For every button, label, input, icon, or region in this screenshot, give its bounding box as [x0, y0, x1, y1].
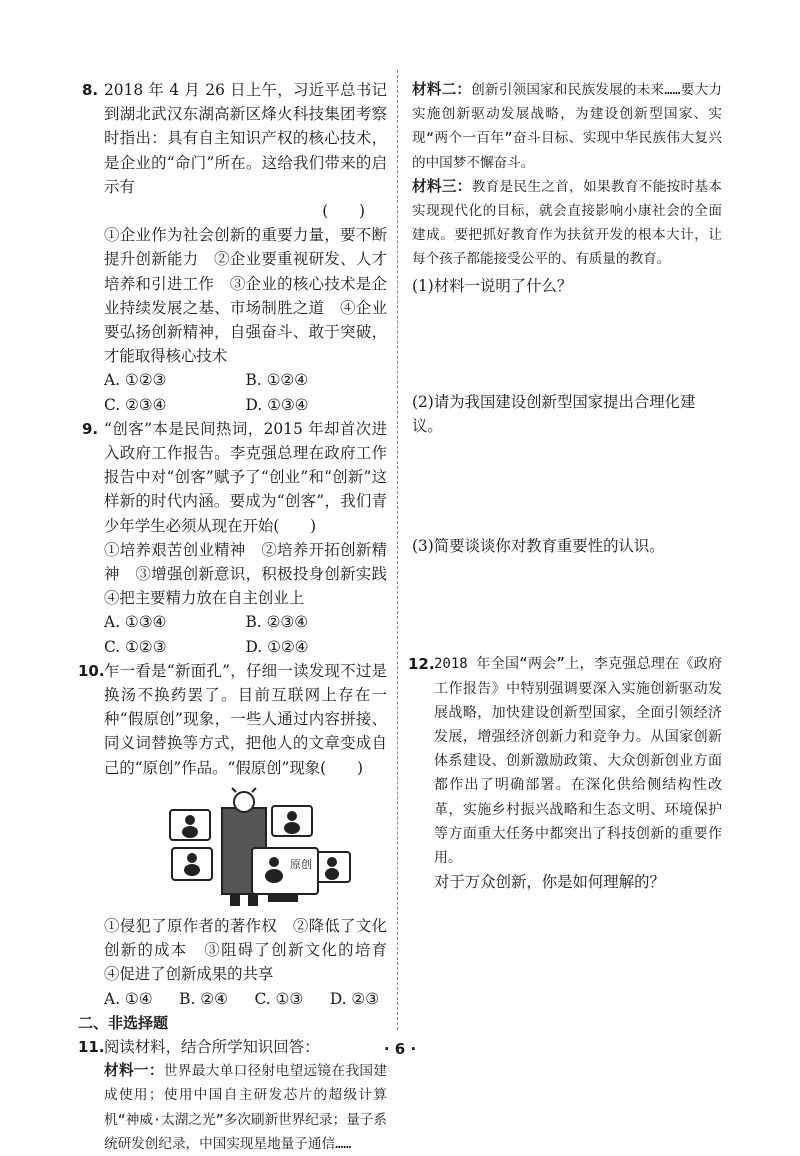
left-column — [78, 78, 403, 1156]
sub-question-2 — [412, 390, 722, 438]
option-d[interactable]: D. ①③④ — [245, 395, 309, 414]
option-c[interactable]: C. ①③ — [254, 989, 304, 1008]
illustration-label: 原创 — [290, 857, 312, 871]
column-divider — [397, 70, 398, 1030]
sub-question-1: (1)材料一说明了什么？ — [412, 276, 573, 295]
material-text: 世界最大单口径射电望远镜在我国建成使用；使用中国自主研发芯片的超级计算机“神威·太湖之光”多次刷新世界纪录；量子系统研发创纪录，中国实现星地量子通信…… — [104, 1063, 387, 1152]
option-b[interactable]: B. ②③④ — [245, 613, 308, 632]
question-stem: “创客”本是民间热词，2015 年却首次进入政府工作报告。李克强总理在政府工作报告中对“创客”赋予了“创业”和“创新”这样新的时代内涵。要成为“创客”，我们青少年学生必须从现在开始( ) — [104, 419, 387, 535]
option-d[interactable]: D. ①②④ — [245, 637, 309, 656]
sub-question-3: (3)简要谈谈你对教育重要性的认识。 — [412, 537, 665, 556]
question-stem: 阅读材料，结合所学知识回答： — [104, 1037, 320, 1056]
question-statements: ①培养艰苦创业精神 ②培养开拓创新精神 ③增强创新意识，积极投身创新实践 ④把主要精力放在自主创业上 — [104, 540, 403, 608]
answer-space[interactable] — [412, 558, 722, 652]
question-12 — [408, 652, 722, 894]
option-c[interactable]: C. ②③④ — [104, 395, 167, 414]
question-statements: ①企业作为社会创新的重要力量，要不断提升创新能力 ②企业要重视研发、人才培养和引进工作 ③企业的核心技术是企业持续发展之基、市场制胜之道 ④企业要弘扬创新精神，自强奋斗、敢于突破，才能取得核心技术 — [104, 226, 387, 366]
question-number: 12. — [408, 655, 435, 674]
question-stem: 2018 年 4 月 26 日上午，习近平总书记到湖北武汉东湖高新区烽火科技集团考察时指出：具有自主知识产权的核心技术，是企业的“命门”所在。这给我们带来的启示有 — [104, 81, 387, 196]
question-stem: 乍一看是“新面孔”，仔细一读发现不过是换汤不换药罢了。目前互联网上存在一种“假原创”现象，一些人通过内容拼接、同义词替换等方式，把他人的文章变成自己的“原创”作品。“假原创”现象( ) — [104, 661, 387, 777]
option-list — [104, 610, 387, 658]
material-2 — [412, 78, 722, 175]
question-prompt: 对于万众创新，你是如何理解的？ — [434, 873, 665, 892]
material-3 — [412, 175, 722, 272]
answer-space[interactable] — [412, 298, 722, 390]
material-label: 材料一： — [104, 1062, 164, 1080]
option-a[interactable]: A. ①③④ — [104, 613, 167, 632]
section-heading: 二、非选择题 — [78, 1013, 169, 1032]
material-label: 材料三： — [412, 177, 472, 195]
material-text: 教育是民生之首，如果教育不能按时基本实现现代化的目标，就会直接影响小康社会的全面建成。要把抓好教育作为扶贫开发的根本大计，让每个孩子都能接受公平的、有质量的教育。 — [412, 178, 722, 268]
right-column — [408, 78, 722, 894]
question-number: 11. — [78, 1037, 105, 1056]
option-a[interactable]: A. ①②③ — [104, 371, 167, 390]
fake-original-illustration — [164, 788, 354, 908]
question-number: 10. — [78, 661, 105, 680]
sub-question-text: 请为我国建设创新型国家提出合理化建议。 — [412, 392, 696, 436]
question-statements: ①侵犯了原作者的著作权 ②降低了文化创新的成本 ③阻碍了创新文化的培育 ④促进了创新成果的共享 — [104, 916, 403, 984]
question-10 — [78, 659, 403, 1011]
option-a[interactable]: A. ①④ — [104, 989, 153, 1008]
question-text: 2018 年全国“两会”上，李克强总理在《政府工作报告》中特别强调要深入实施创新驱动发展战略，加快建设创新型国家，全面引领经济发展，增强经济创新力和竞争力。从国家创新体系建设、创新激励政策、大众创新创业方面都作出了明确部署。在深化供给侧结构性改革，实施乡村振兴战略和生态文明、环境保护等方面重大任务中都突出了科技创新的重要作用。 — [434, 656, 722, 867]
page-number: · 6 · — [383, 1040, 417, 1058]
material-label: 材料二： — [412, 81, 472, 98]
option-b[interactable]: B. ②④ — [179, 989, 228, 1008]
option-b[interactable]: B. ①②④ — [245, 371, 308, 390]
material-text: 创新引领国家和民族发展的未来……要大力实施创新驱动发展战略，为建设创新型国家、实现“两个一百年”奋斗目标、实现中华民族伟大复兴的中国梦不懈奋斗。 — [412, 82, 722, 171]
option-c[interactable]: C. ①②③ — [104, 637, 167, 656]
option-list — [104, 987, 387, 1011]
option-list — [104, 368, 387, 416]
answer-space[interactable] — [412, 438, 722, 534]
material-1 — [104, 1059, 387, 1156]
question-9 — [82, 417, 403, 659]
question-number: 8. — [82, 81, 99, 99]
question-8 — [82, 78, 387, 417]
question-number: 9. — [82, 419, 99, 438]
answer-bracket: ( ) — [322, 202, 365, 221]
option-d[interactable]: D. ②③ — [329, 989, 379, 1008]
sub-question-prefix: (2) — [412, 392, 434, 411]
